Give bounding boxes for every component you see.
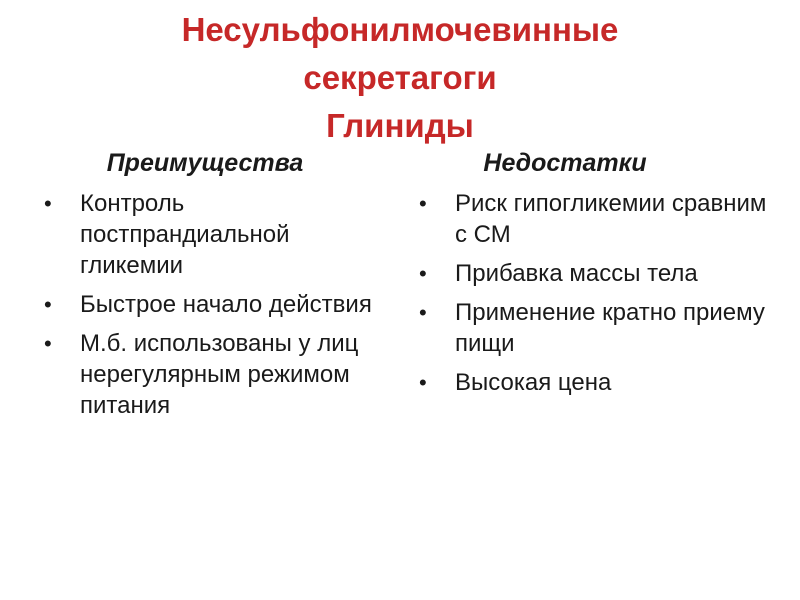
list-item [415, 367, 785, 398]
list-item [40, 289, 390, 320]
advantage-text: Контроль постпрандиальной гликемии [80, 190, 290, 279]
bullet-icon: • [419, 261, 427, 286]
list-item [415, 297, 785, 359]
advantages-column [40, 148, 390, 429]
advantages-list [40, 188, 390, 421]
disadvantages-heading: Недостатки [483, 149, 647, 177]
disadvantage-text: Прибавка массы тела [455, 260, 698, 287]
advantage-text: Быстрое начало действия [80, 291, 372, 318]
bullet-icon: • [44, 292, 52, 317]
list-item [40, 188, 390, 281]
bullet-icon: • [419, 300, 427, 325]
disadvantage-text: Применение кратно приему пищи [455, 299, 765, 357]
bullet-icon: • [44, 331, 52, 356]
bullet-icon: • [419, 370, 427, 395]
disadvantages-column [415, 148, 785, 406]
title-line-1: Несульфонилмочевинные [181, 11, 619, 48]
disadvantages-list [415, 188, 785, 398]
title-line-3: Глиниды [326, 107, 474, 144]
title-line-2: секретагоги [303, 59, 497, 96]
disadvantage-text: Риск гипогликемии сравним с СМ [455, 190, 767, 248]
disadvantage-text: Высокая цена [455, 369, 612, 396]
bullet-icon: • [44, 191, 52, 216]
slide-title [0, 6, 800, 150]
bullet-icon: • [419, 191, 427, 216]
list-item [40, 328, 390, 421]
list-item [415, 258, 785, 289]
advantage-text: М.б. использованы у лиц нерегулярным режимом питания [80, 330, 359, 419]
advantages-heading: Преимущества [106, 149, 304, 177]
list-item [415, 188, 785, 250]
